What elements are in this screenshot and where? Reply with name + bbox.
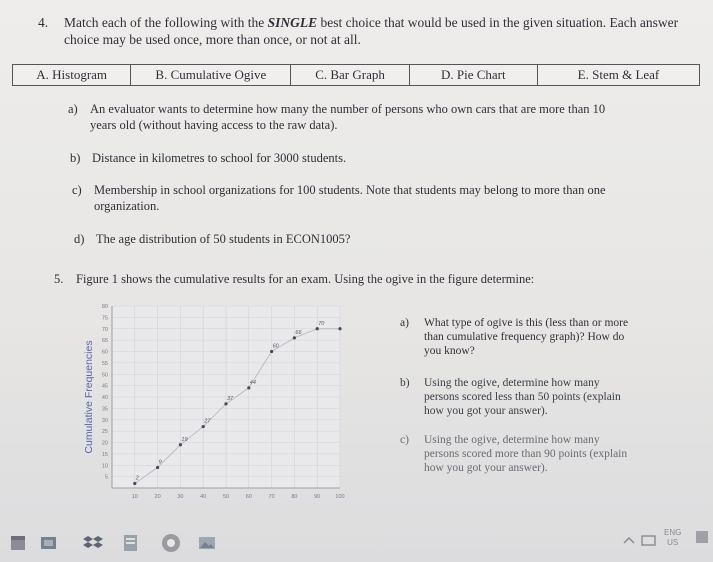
item-text: The age distribution of 50 students in ECON1005? — [96, 232, 351, 246]
y-tick-label: 15 — [101, 451, 108, 458]
part-line: Using the ogive, determine how many — [424, 434, 600, 446]
item-line: An evaluator wants to determine how many the number of persons who own cars that are more than 10 — [90, 102, 606, 116]
y-tick-label: 40 — [101, 395, 108, 401]
y-tick-label: 80 — [101, 304, 108, 310]
question-4-prompt — [64, 14, 694, 48]
item-label: a) — [68, 102, 78, 116]
item-text — [94, 182, 684, 214]
chevron-up-icon[interactable] — [622, 534, 636, 553]
question-5-prompt: Figure 1 shows the cumulative results for an exam. Using the ogive in the figure determine: — [76, 272, 535, 286]
data-point — [133, 482, 136, 485]
lang-code: ENG — [664, 528, 682, 537]
photos-icon[interactable] — [196, 532, 218, 559]
data-point — [270, 350, 273, 353]
item-line: organization. — [94, 199, 160, 213]
data-label: 70 — [318, 320, 325, 327]
part-label: b) — [400, 377, 410, 389]
data-point — [338, 327, 341, 330]
x-tick-label: 30 — [177, 494, 184, 500]
choice-e: E. Stem & Leaf — [577, 67, 660, 82]
y-tick-label: 45 — [101, 383, 108, 390]
region-code: US — [667, 538, 679, 547]
data-label: 44 — [249, 379, 256, 386]
x-tick-label: 60 — [245, 494, 252, 500]
part-text — [424, 433, 674, 475]
taskview-icon[interactable] — [38, 532, 60, 559]
x-tick-label: 50 — [222, 494, 230, 500]
choice-b: B. Cumulative Ogive — [131, 65, 291, 85]
item-label: d) — [74, 232, 85, 246]
part-text — [424, 376, 674, 418]
dropbox-icon[interactable] — [82, 532, 104, 559]
document-icon[interactable] — [120, 532, 142, 559]
x-tick-label: 20 — [154, 494, 161, 500]
data-label: 19 — [181, 436, 188, 443]
data-point — [202, 425, 205, 428]
part-label: a) — [400, 317, 409, 329]
y-tick-label: 5 — [104, 474, 108, 481]
y-tick-label: 65 — [101, 338, 108, 345]
y-tick-label: 35 — [101, 406, 108, 413]
x-tick-label: 40 — [200, 494, 207, 500]
y-tick-label: 50 — [101, 372, 108, 379]
data-point — [247, 386, 250, 389]
y-tick-label: 60 — [101, 349, 108, 356]
question-4-number: 4. — [38, 15, 49, 30]
y-tick-label: 30 — [101, 417, 108, 424]
choice-d: D. Pie Chart — [410, 65, 538, 85]
data-point — [156, 466, 159, 469]
y-tick-label: 75 — [101, 315, 108, 322]
data-label: 37 — [227, 395, 234, 402]
chrome-icon[interactable] — [160, 532, 182, 559]
file-explorer-icon[interactable] — [8, 532, 30, 559]
data-label: 66 — [295, 329, 302, 336]
x-tick-label: 10 — [131, 494, 138, 500]
y-tick-label: 70 — [101, 326, 108, 333]
prompt-text: Match each of the following with the — [64, 15, 268, 30]
data-label: 60 — [272, 343, 279, 350]
part-line: you know? — [424, 345, 475, 357]
part-label: c) — [400, 434, 409, 446]
y-tick-label: 10 — [101, 463, 108, 470]
prompt-emphasis: SINGLE — [267, 15, 318, 30]
item-line: years old (without having access to the raw data). — [90, 118, 338, 132]
y-axis-label: Cumulative Frequencies — [83, 340, 95, 454]
item-line: Membership in school organizations for 100 students. Note that students may belong to more than one — [94, 183, 606, 197]
item-text — [90, 101, 690, 133]
data-point — [316, 327, 319, 330]
choice-a: A. Histogram — [13, 65, 131, 85]
data-label: 2 — [135, 475, 139, 482]
part-line: persons scored more than 90 points (explain — [424, 448, 628, 460]
question-5 — [54, 272, 535, 287]
ogive-chart — [82, 298, 350, 514]
item-text: Distance in kilometres to school for 3000 students. — [92, 151, 347, 165]
y-tick-label: 55 — [101, 360, 108, 367]
taskbar — [0, 522, 713, 562]
part-line: Using the ogive, determine how many — [424, 377, 600, 389]
part-line: persons scored less than 50 points (explain — [424, 391, 621, 403]
y-tick-label: 20 — [101, 440, 108, 447]
data-point — [179, 443, 182, 446]
prompt-text-cont: best choice that would be used in the given situation. Each answer choice may be used once, more than once, or not at all. — [64, 15, 679, 47]
x-tick-label: 90 — [314, 494, 321, 500]
choice-c: C. Bar Graph — [291, 65, 409, 85]
part-text — [424, 316, 674, 358]
item-label: b) — [70, 151, 81, 165]
part-line: how you got your answer). — [424, 405, 548, 417]
x-tick-label: 80 — [291, 494, 298, 500]
part-line: how you got your answer). — [424, 462, 548, 474]
data-point — [224, 402, 227, 405]
data-label: 9 — [158, 459, 162, 466]
notifications-icon[interactable] — [694, 528, 710, 553]
x-tick-label: 70 — [268, 494, 275, 500]
answer-choices-table — [12, 64, 700, 86]
item-label: c) — [72, 183, 82, 197]
part-line: What type of ogive is this (less than or more — [424, 317, 629, 329]
part-line: than cumulative frequency graph)? How do — [424, 331, 625, 343]
question-5-number: 5. — [54, 272, 64, 286]
data-point — [293, 336, 296, 339]
language-indicator[interactable] — [664, 528, 681, 548]
data-label: 27 — [204, 418, 211, 425]
y-tick-label: 25 — [101, 429, 108, 436]
network-icon[interactable] — [640, 532, 658, 555]
x-tick-label: 100 — [335, 494, 345, 500]
